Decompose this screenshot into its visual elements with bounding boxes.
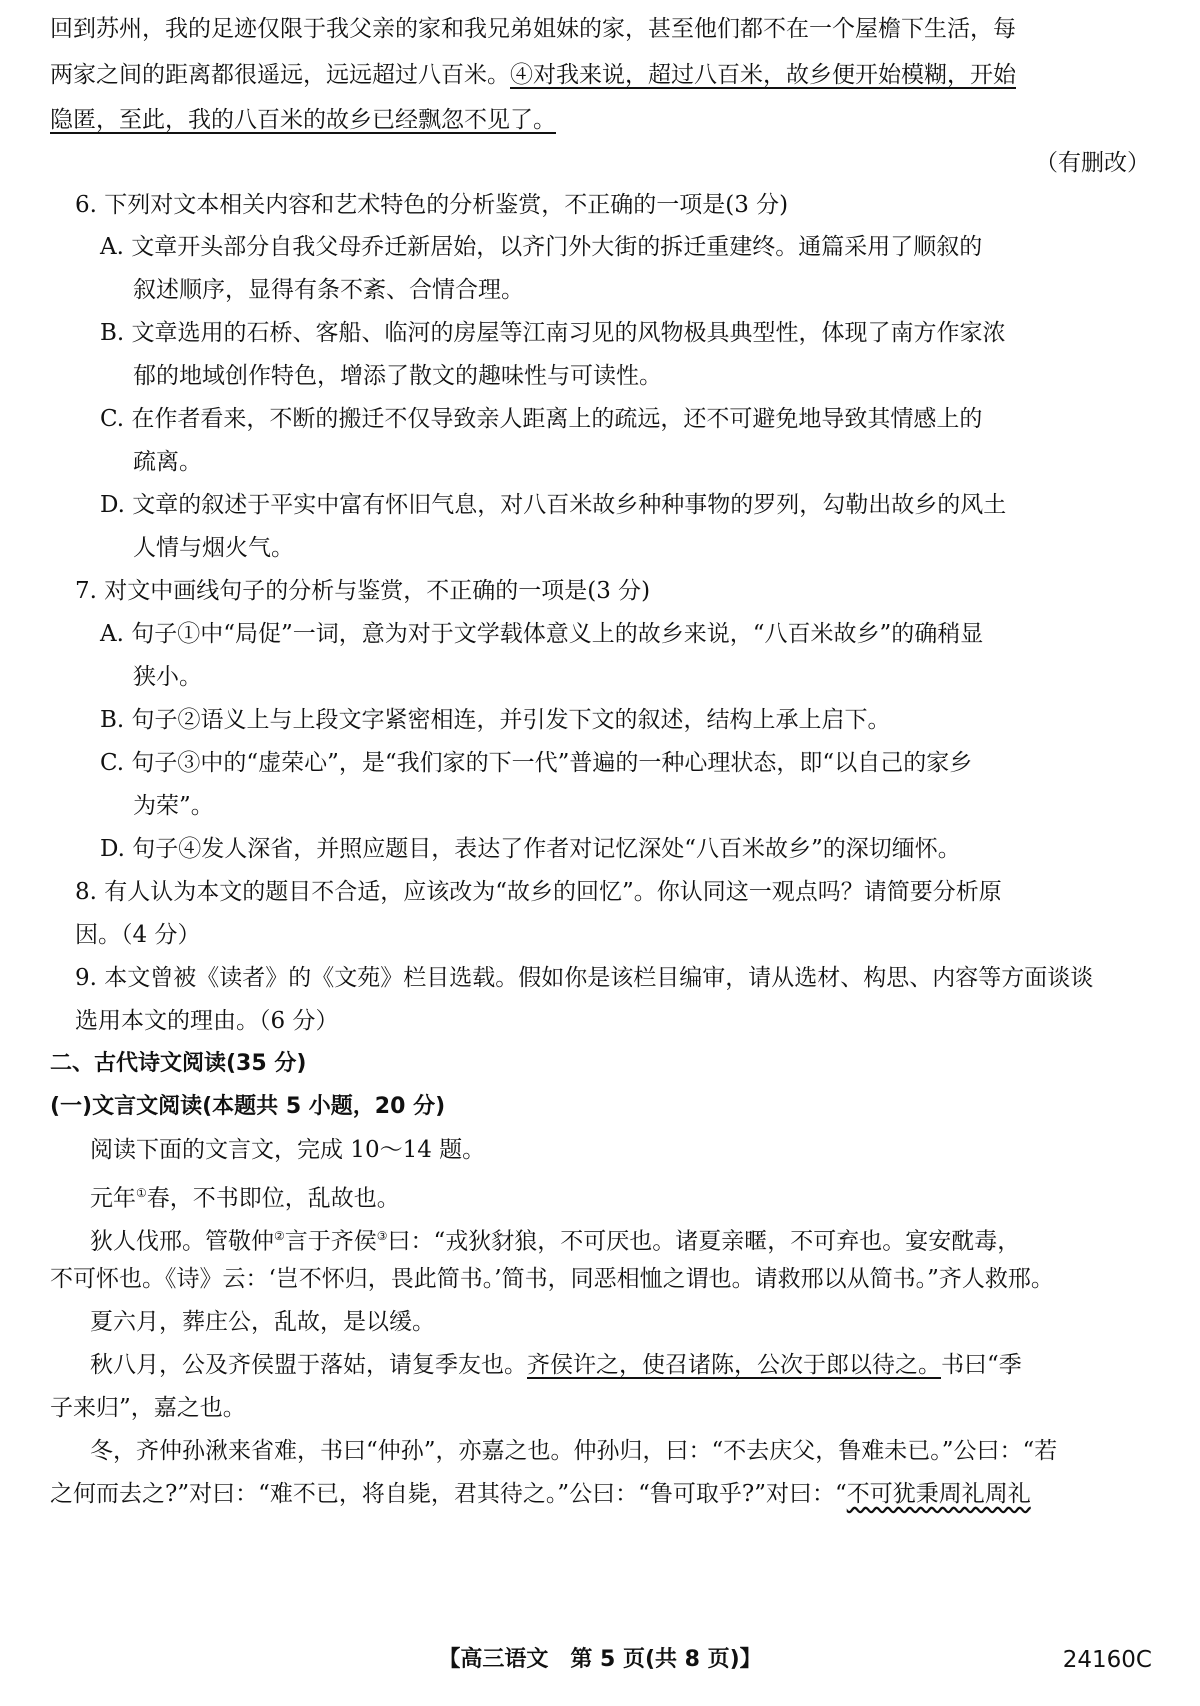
- q6-option-a-cont: 叙述顺序，显得有条不紊、合情合理。: [133, 277, 524, 303]
- wavy-underlined-text: 不可犹秉周礼周礼: [846, 1481, 1031, 1507]
- passage-line: 回到苏州，我的足迹仅限于我父亲的家和我兄弟姐妹的家，甚至他们都不在一个屋檐下生活，每: [50, 16, 1016, 42]
- q7-option-a: A. 句子①中“局促”一词，意为对于文学载体意义上的故乡来说，“八百米故乡”的确稍显: [100, 621, 984, 647]
- passage-text: 两家之间的距离都很遥远，远远超过八百米。: [50, 62, 510, 88]
- classical-paragraph: 冬，齐仲孙湫来省难，书曰“仲孙”，亦嘉之也。仲孙归，曰：“不去庆父，鲁难未已。”公曰：“若: [90, 1438, 1058, 1464]
- classical-paragraph: [90, 1178, 400, 1214]
- q7-option-d: D. 句子④发人深省，并照应题目，表达了作者对记忆深处“八百米故乡”的深切缅怀。: [100, 836, 961, 862]
- underlined-sentence-4: ④对我来说，超过八百米，故乡便开始模糊，开始: [510, 62, 1016, 88]
- paper-code: 24160C: [1062, 1647, 1152, 1673]
- classical-paragraph-cont: 不可怀也。《诗》云：‘岂不怀归，畏此简书。’简书，同恶相恤之谓也。请救邢以从简书。”齐人救邢。: [50, 1266, 1054, 1292]
- question-7-stem: 7. 对文中画线句子的分析与鉴赏，不正确的一项是(3 分): [75, 578, 651, 604]
- text: 秋八月，公及齐侯盟于落姑，请复季友也。: [90, 1352, 527, 1378]
- text: 书曰“季: [941, 1352, 1022, 1378]
- classical-paragraph-cont: [50, 1479, 1031, 1509]
- q6-option-b: B. 文章选用的石桥、客船、临河的房屋等江南习见的风物极具典型性，体现了南方作家浓: [100, 320, 1006, 346]
- q6-option-c: C. 在作者看来，不断的搬迁不仅导致亲人距离上的疏远，还不可避免地导致其情感上的: [100, 406, 983, 432]
- section-heading: 二、古代诗文阅读(35 分): [50, 1051, 307, 1076]
- q6-option-d-cont: 人情与烟火气。: [133, 535, 294, 561]
- text: 言于齐侯: [284, 1228, 377, 1255]
- classical-paragraph: [90, 1221, 1020, 1257]
- text: 曰：“戎狄豺狼，不可厌也。诸夏亲暱，不可弃也。宴安酖毒，: [387, 1228, 1021, 1255]
- question-8-cont: 因。（4 分）: [75, 922, 201, 948]
- q6-option-d: D. 文章的叙述于平实中富有怀旧气息，对八百米故乡种种事物的罗列，勾勒出故乡的风土: [100, 492, 1007, 518]
- q6-option-c-cont: 疏离。: [133, 449, 202, 475]
- q7-option-c-cont: 为荣”。: [133, 793, 214, 819]
- q6-option-a: A. 文章开头部分自我父母乔迁新居始，以齐门外大街的拆迁重建终。通篇采用了顺叙的: [100, 234, 983, 260]
- q7-option-c: C. 句子③中的“虚荣心”，是“我们家的下一代”普遍的一种心理状态，即“以自己的家乡: [100, 750, 973, 776]
- text: 之何而去之?”对曰：“难不已，将自毙，君其待之。”公曰：“鲁可取乎?”对曰：“: [50, 1481, 847, 1507]
- page-footer: 【高三语文 第 5 页(共 8 页)】: [438, 1647, 762, 1672]
- question-9-cont: 选用本文的理由。（6 分）: [75, 1008, 339, 1034]
- subsection-heading: (一)文言文阅读(本题共 5 小题，20 分): [50, 1094, 446, 1119]
- source-note: （有删改）: [1035, 150, 1150, 176]
- underlined-sentence: 齐侯许之，使召诸陈，公次于郎以待之。: [527, 1352, 941, 1378]
- passage-line: [50, 60, 1016, 90]
- classical-paragraph-cont: 子来归”，嘉之也。: [50, 1395, 246, 1421]
- footnote-marker: ②: [274, 1229, 285, 1243]
- question-8: 8. 有人认为本文的题目不合适，应该改为“故乡的回忆”。你认同这一观点吗？请简要分析原: [75, 879, 1002, 905]
- text: 春，不书即位，乱故也。: [146, 1185, 400, 1212]
- question-9: 9. 本文曾被《读者》的《文苑》栏目选载。假如你是该栏目编审，请从选材、构思、内容等方面谈谈: [75, 965, 1094, 991]
- q7-option-b: B. 句子②语义上与上段文字紧密相连，并引发下文的叙述，结构上承上启下。: [100, 707, 891, 733]
- q7-option-a-cont: 狭小。: [133, 664, 202, 690]
- footnote-marker: ③: [376, 1229, 388, 1243]
- reading-instruction: 阅读下面的文言文，完成 10～14 题。: [90, 1137, 486, 1163]
- underlined-sentence-4-cont: 隐匿，至此，我的八百米的故乡已经飘忽不见了。: [50, 107, 556, 133]
- classical-paragraph: 夏六月，葬庄公，乱故，是以缓。: [90, 1309, 435, 1335]
- footnote-marker: ①: [136, 1186, 147, 1200]
- question-6-stem: 6. 下列对文本相关内容和艺术特色的分析鉴赏，不正确的一项是(3 分): [75, 192, 789, 218]
- q6-option-b-cont: 郁的地域创作特色，增添了散文的趣味性与可读性。: [133, 363, 662, 389]
- classical-paragraph: [90, 1350, 1022, 1380]
- text: 元年: [90, 1185, 136, 1212]
- text: 狄人伐邢。管敬仲: [90, 1228, 274, 1255]
